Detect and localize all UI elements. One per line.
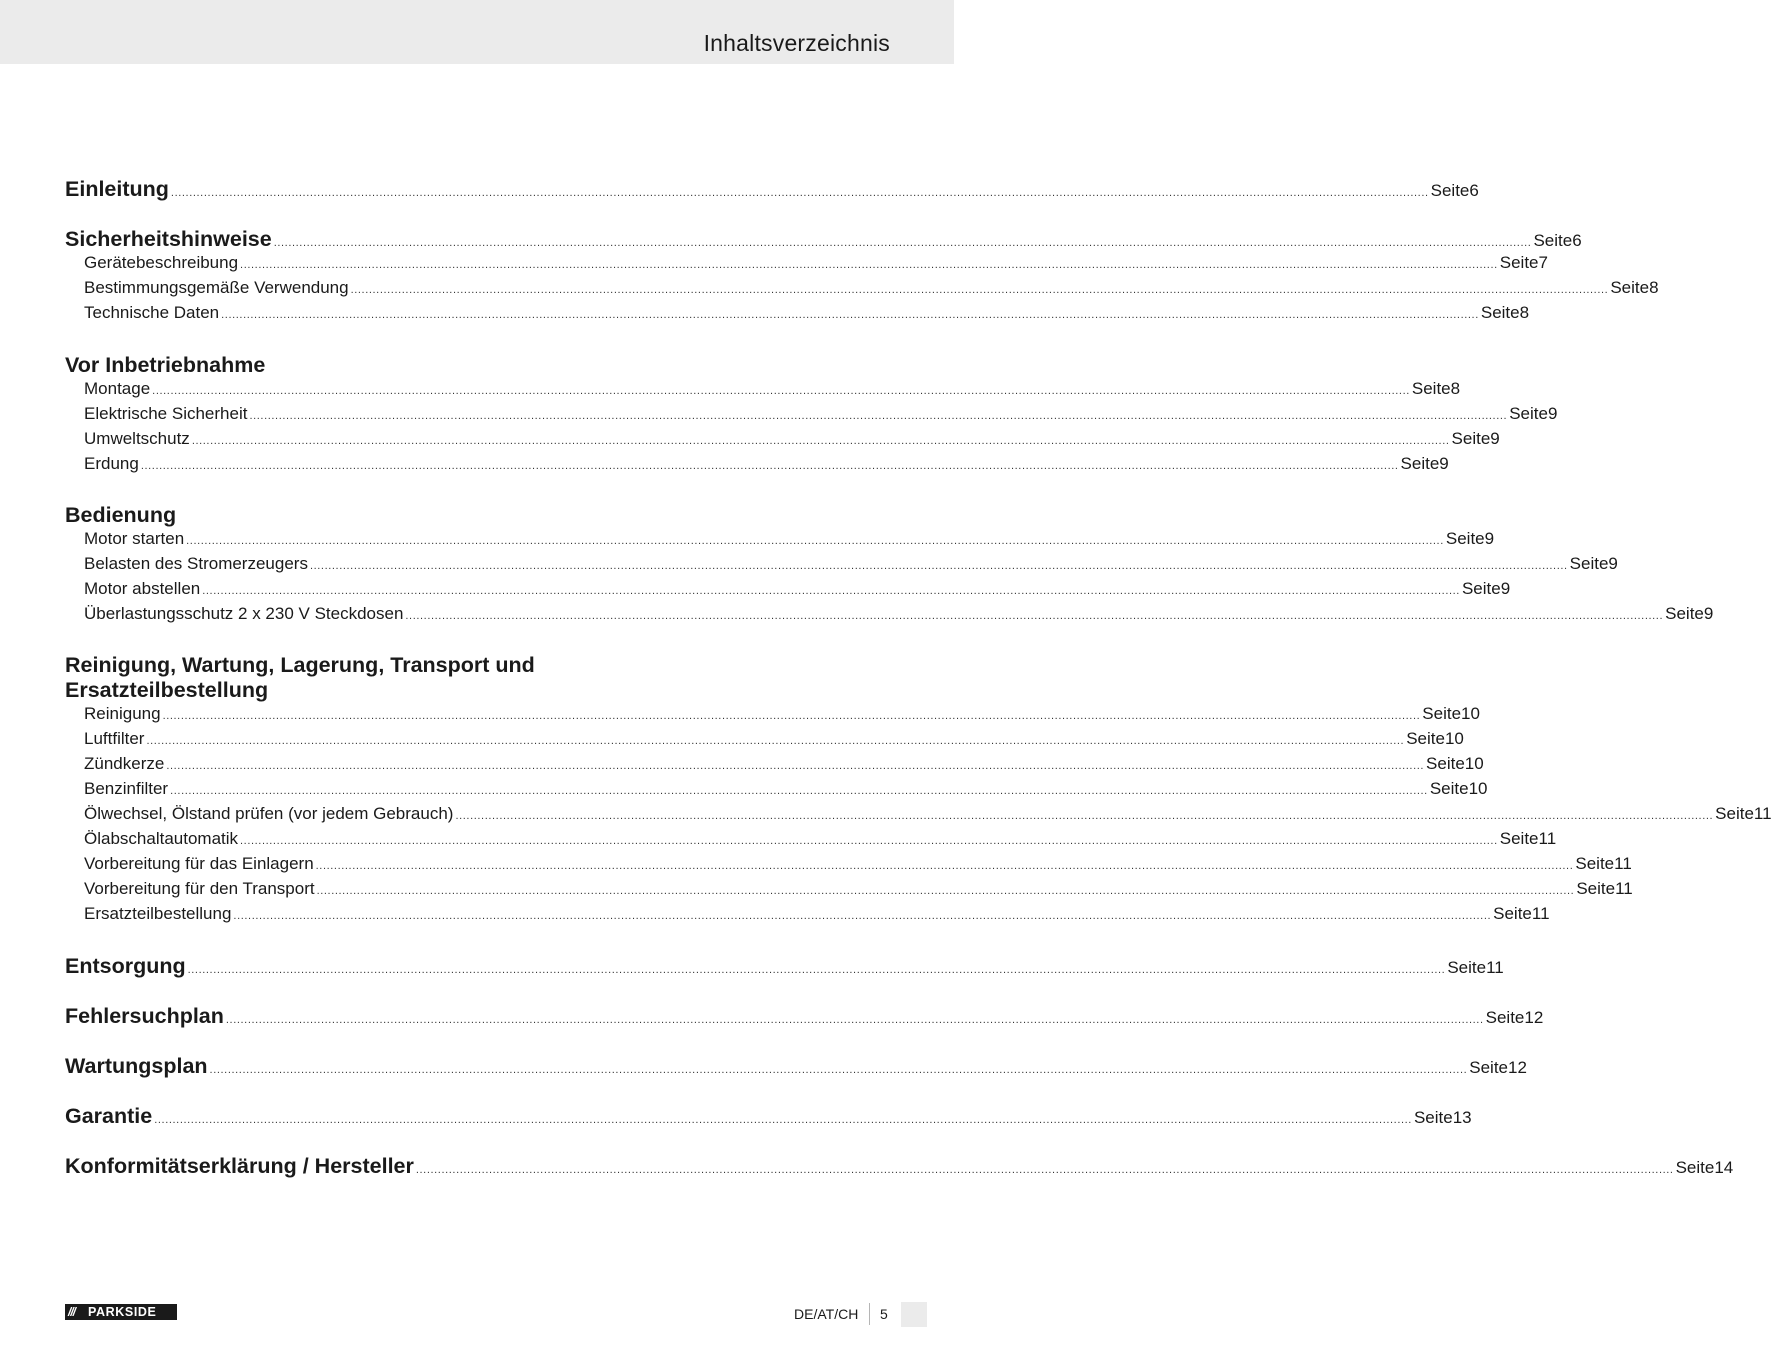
page-number: 9: [1547, 404, 1558, 423]
seite-label: Seite: [1665, 604, 1704, 623]
seite-label: Seite: [1411, 379, 1451, 398]
toc-subentry[interactable]: [65, 704, 1480, 729]
toc-entry-entsorgung[interactable]: [65, 954, 1504, 979]
page-number: 14: [1714, 1158, 1734, 1177]
toc-entry-title: Elektrische Sicherheit: [84, 404, 248, 423]
toc-subentry[interactable]: [65, 729, 1464, 754]
page-number: 10: [1468, 779, 1488, 798]
page-number: 9: [1500, 579, 1511, 598]
seite-label: Seite: [1480, 303, 1520, 322]
seite-label: Seite: [1406, 729, 1445, 748]
dot-leader: ........................................................................................................................................................................................................................................................................................................................................................: [170, 785, 1428, 797]
dot-leader: ........................................................................................................................................................................................................................................................................................................................................................: [309, 560, 1568, 572]
page-number: 10: [1444, 729, 1464, 748]
seite-label: Seite: [1429, 779, 1469, 798]
page-number: 12: [1508, 1058, 1527, 1077]
page-number: 10: [1464, 754, 1484, 773]
toc-subentry[interactable]: [65, 604, 1714, 629]
toc-entry-title: Ölabschaltautomatik: [84, 829, 239, 848]
seite-label: Seite: [1509, 404, 1548, 423]
section-heading-reinigung-line2: Ersatzteilbestellung: [65, 678, 269, 702]
dot-leader: ........................................................................................................................................................................................................................................................................................................................................................: [240, 259, 1498, 271]
toc-entry-sicherheitshinweise[interactable]: [65, 227, 1582, 252]
toc-subentry[interactable]: [65, 904, 1550, 929]
seite-label: Seite: [1575, 854, 1615, 873]
dot-leader: ........................................................................................................................................................................................................................................................................................................................................................: [221, 309, 1479, 321]
dot-leader: ........................................................................................................................................................................................................................................................................................................................................................: [187, 964, 1446, 976]
toc-subentry[interactable]: [65, 754, 1484, 779]
dot-leader: ........................................................................................................................................................................................................................................................................................................................................................: [209, 1064, 1468, 1076]
toc-entry-title: Umweltschutz: [84, 429, 190, 448]
toc-entry-title: Ölwechsel, Ölstand prüfen (vor jedem Gebrauch): [84, 804, 454, 823]
dot-leader: ........................................................................................................................................................................................................................................................................................................................................................: [166, 760, 1425, 772]
page-number: 6: [1572, 231, 1582, 250]
page-number: 8: [1450, 379, 1461, 398]
seite-label: Seite: [1422, 704, 1462, 723]
seite-label: Seite: [1533, 231, 1573, 250]
page-number: 11: [1615, 879, 1633, 898]
toc-subentry[interactable]: [65, 303, 1530, 328]
toc-subentry[interactable]: [65, 278, 1659, 303]
dot-leader: ........................................................................................................................................................................................................................................................................................................................................................: [154, 1114, 1412, 1126]
toc-entry-title: Motor starten: [84, 529, 185, 548]
toc-entry-title: Ersatzteilbestellung: [84, 904, 232, 923]
toc-entry-fehlersuchplan[interactable]: [65, 1004, 1544, 1029]
toc-entry-title: Wartungsplan: [65, 1054, 208, 1078]
toc-entry-title: Erdung: [84, 454, 139, 473]
footer-page-number: 5: [880, 1306, 888, 1322]
toc-entry-title: Motor abstellen: [84, 579, 201, 598]
page-number: 11: [1614, 854, 1632, 873]
toc-subentry[interactable]: [65, 579, 1511, 604]
parkside-logo: [65, 1304, 177, 1320]
seite-label: Seite: [1493, 904, 1532, 923]
toc-subentry[interactable]: [65, 529, 1495, 554]
toc-entry-garantie[interactable]: [65, 1104, 1472, 1129]
seite-label: Seite: [1461, 579, 1501, 598]
toc-entry-wartungsplan[interactable]: [65, 1054, 1527, 1079]
page-number: 11: [1531, 904, 1550, 923]
dot-leader: ........................................................................................................................................................................................................................................................................................................................................................: [202, 585, 1460, 597]
dot-leader: ........................................................................................................................................................................................................................................................................................................................................................: [162, 710, 1421, 722]
toc-entry-einleitung[interactable]: [65, 177, 1479, 202]
dot-leader: ........................................................................................................................................................................................................................................................................................................................................................: [273, 237, 1532, 249]
logo-stripes: ///: [68, 1305, 76, 1319]
dot-leader: ........................................................................................................................................................................................................................................................................................................................................................: [191, 435, 1450, 447]
page-number: 7: [1538, 253, 1548, 272]
page-number: 9: [1490, 429, 1500, 448]
toc-entry-title: Bestimmungsgemäße Verwendung: [84, 278, 349, 297]
toc-subentry[interactable]: [65, 879, 1633, 904]
page-number: 10: [1461, 704, 1480, 723]
toc-entry-konformitaetserklaerung[interactable]: [65, 1154, 1734, 1179]
footer-language-codes: DE/AT/CH: [794, 1306, 859, 1322]
toc-entry-title: Überlastungsschutz 2 x 230 V Steckdosen: [84, 604, 404, 623]
seite-label: Seite: [1715, 804, 1754, 823]
seite-label: Seite: [1413, 1108, 1453, 1127]
toc-subentry[interactable]: [65, 404, 1558, 429]
toc-entry-title: Reinigung: [84, 704, 161, 723]
toc-subentry[interactable]: [65, 854, 1632, 879]
toc-entry-title: Luftfilter: [84, 729, 145, 748]
footer-divider: [869, 1303, 870, 1325]
page-number: 12: [1524, 1008, 1544, 1027]
toc-entry-title: Fehlersuchplan: [65, 1004, 224, 1028]
section-heading-reinigung-line1: Reinigung, Wartung, Lagerung, Transport und: [65, 653, 535, 677]
dot-leader: ........................................................................................................................................................................................................................................................................................................................................................: [240, 835, 1498, 847]
toc-subentry[interactable]: [65, 779, 1488, 804]
toc-entry-title: Vorbereitung für das Einlagern: [84, 854, 314, 873]
toc-subentry[interactable]: [65, 379, 1461, 404]
dot-leader: ........................................................................................................................................................................................................................................................................................................................................................: [225, 1014, 1484, 1026]
dot-leader: ........................................................................................................................................................................................................................................................................................................................................................: [233, 910, 1492, 922]
logo-brand: PARKSIDE: [88, 1305, 157, 1319]
dot-leader: ........................................................................................................................................................................................................................................................................................................................................................: [140, 460, 1399, 472]
seite-label: Seite: [1447, 958, 1487, 977]
toc-entry-title: Garantie: [65, 1104, 153, 1128]
toc-subentry[interactable]: [65, 829, 1557, 854]
section-heading-vor-inbetriebnahme: Vor Inbetriebnahme: [65, 353, 266, 377]
dot-leader: ........................................................................................................................................................................................................................................................................................................................................................: [455, 810, 1714, 822]
toc-subentry[interactable]: [65, 554, 1618, 579]
page-number: 9: [1439, 454, 1449, 473]
seite-label: Seite: [1499, 829, 1539, 848]
dot-leader: ........................................................................................................................................................................................................................................................................................................................................................: [186, 535, 1444, 547]
toc-entry-title: Einleitung: [65, 177, 169, 201]
page-number: 11: [1538, 829, 1557, 848]
dot-leader: ........................................................................................................................................................................................................................................................................................................................................................: [249, 410, 1508, 422]
seite-label: Seite: [1469, 1058, 1509, 1077]
toc-entry-title: Entsorgung: [65, 954, 186, 978]
toc-entry-title: Konformitätserklärung / Hersteller: [65, 1154, 414, 1178]
toc-subentry[interactable]: [65, 253, 1548, 278]
toc-subentry[interactable]: [65, 804, 1772, 829]
dot-leader: ........................................................................................................................................................................................................................................................................................................................................................: [146, 735, 1405, 747]
dot-leader: ........................................................................................................................................................................................................................................................................................................................................................: [152, 385, 1410, 397]
page-number: 9: [1608, 554, 1618, 573]
dot-leader: ........................................................................................................................................................................................................................................................................................................................................................: [405, 610, 1664, 622]
page-number: 8: [1519, 303, 1530, 322]
page-number: 13: [1452, 1108, 1472, 1127]
dot-leader: ........................................................................................................................................................................................................................................................................................................................................................: [315, 860, 1574, 872]
seite-label: Seite: [1569, 554, 1609, 573]
dot-leader: ........................................................................................................................................................................................................................................................................................................................................................: [316, 885, 1575, 897]
page-number: 8: [1649, 278, 1659, 297]
toc-entry-title: Technische Daten: [84, 303, 220, 322]
seite-label: Seite: [1485, 1008, 1525, 1027]
toc-entry-title: Vorbereitung für den Transport: [84, 879, 315, 898]
seite-label: Seite: [1576, 879, 1616, 898]
seite-label: Seite: [1499, 253, 1539, 272]
toc-entry-title: Zündkerze: [84, 754, 165, 773]
toc-entry-title: Benzinfilter: [84, 779, 169, 798]
page-title: Inhaltsverzeichnis: [703, 30, 890, 56]
seite-label: Seite: [1430, 181, 1470, 200]
footer-tab-marker: [901, 1302, 927, 1327]
dot-leader: ........................................................................................................................................................................................................................................................................................................................................................: [350, 284, 1609, 296]
seite-label: Seite: [1451, 429, 1491, 448]
toc-entry-title: Belasten des Stromerzeugers: [84, 554, 308, 573]
page-number: 11: [1753, 804, 1772, 823]
seite-label: Seite: [1426, 754, 1465, 773]
page-number: 9: [1703, 604, 1714, 623]
dot-leader: ........................................................................................................................................................................................................................................................................................................................................................: [170, 187, 1429, 199]
toc-entry-title: Gerätebeschreibung: [84, 253, 239, 272]
page-number: 11: [1486, 958, 1504, 977]
seite-label: Seite: [1675, 1158, 1715, 1177]
toc-entry-title: Montage: [84, 379, 151, 398]
toc-subentry[interactable]: [65, 429, 1500, 454]
seite-label: Seite: [1400, 454, 1440, 473]
page-number: 6: [1469, 181, 1479, 200]
seite-label: Seite: [1445, 529, 1485, 548]
seite-label: Seite: [1610, 278, 1650, 297]
section-heading-bedienung: Bedienung: [65, 503, 177, 527]
page-number: 9: [1484, 529, 1495, 548]
toc-entry-title: Sicherheitshinweise: [65, 227, 272, 251]
dot-leader: ........................................................................................................................................................................................................................................................................................................................................................: [415, 1164, 1674, 1176]
toc-subentry[interactable]: [65, 454, 1449, 479]
